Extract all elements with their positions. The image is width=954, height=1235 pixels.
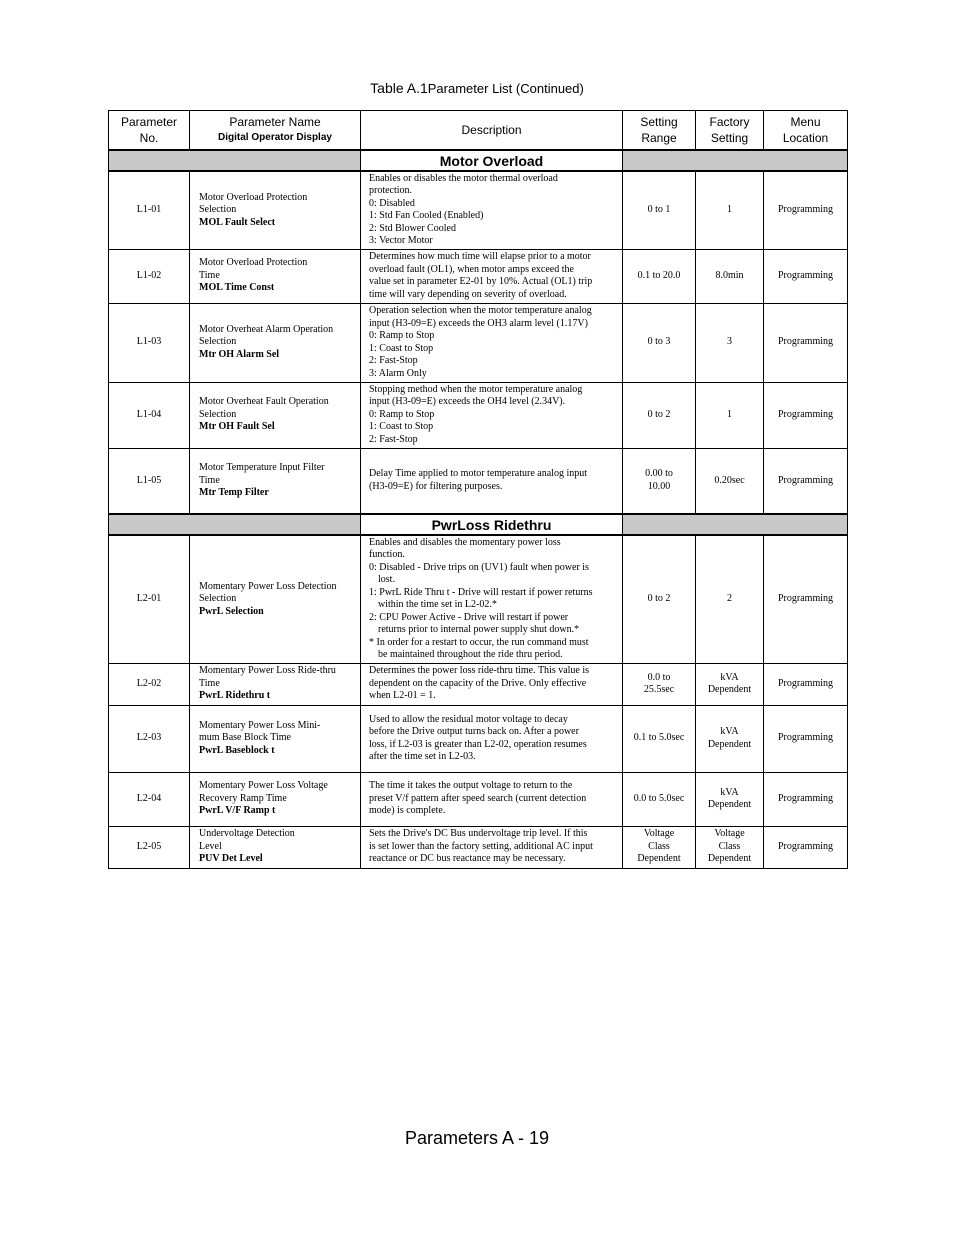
param-name-line: Selection [199,408,237,420]
param-name [190,303,361,382]
factory-setting [696,535,764,663]
setting-range-line: Voltage [643,828,675,840]
param-no: L1-01 [109,171,190,249]
param-no: L1-02 [109,249,190,303]
description-line: Delay Time applied to motor temperature analog input [369,468,588,480]
description-line: Determines the power loss ride-thru time. This value is [369,665,590,677]
operator-display: MOL Time Const [199,282,275,294]
setting-range-line: 0.1 to 20.0 [637,269,681,281]
param-name-line: Time [199,269,220,281]
section-header-row [109,150,848,171]
description-line: input (H3-09=E) exceeds the OH3 alarm level (1.17V) [369,317,588,329]
header-factory-setting [696,111,764,151]
factory-setting-line: 2 [727,593,732,604]
param-name [190,663,361,705]
description-line: overload fault (OL1), when motor amps exceed the [369,263,574,275]
description-line: 0: Disabled - Drive trips on (UV1) fault when power is [369,561,589,573]
description-line: 2: CPU Power Active - Drive will restart if power [369,611,569,623]
section-title: PwrLoss Ridethru [361,514,623,535]
parameter-table [108,110,848,869]
factory-setting-line: Class [718,840,741,852]
setting-range-line: 10.00 [647,480,671,492]
header-menu-location [764,111,848,151]
param-name-line: Motor Overload Protection [199,257,308,269]
description-line: within the time set in L2-02.* [378,599,497,611]
description-line: Operation selection when the motor temperature analog [369,305,592,316]
section-spacer [109,150,361,171]
description-line: 2: Fast-Stop [369,433,418,445]
description-line: is set lower than the factory setting, additional AC input [369,840,593,852]
setting-range [623,772,696,826]
factory-setting-line: 8.0min [715,269,744,281]
description-line: time will vary depending on severity of overload. [369,288,567,300]
setting-range-line: 0 to 2 [647,593,671,604]
param-description [361,663,623,705]
header-text: No. [139,131,159,145]
menu-location: Programming [764,448,848,514]
header-description: Description [361,111,623,151]
param-no: L2-05 [109,826,190,868]
factory-setting [696,705,764,772]
header-param-no [109,111,190,151]
param-name [190,249,361,303]
description-line: before the Drive output turns back on. After a power [369,726,579,737]
factory-setting-line: 1 [727,204,732,215]
description-line: after the time set in L2-03. [369,751,476,762]
factory-setting-line: Dependent [707,684,752,695]
menu-location: Programming [764,772,848,826]
operator-display: Mtr Temp Filter [199,487,269,498]
param-name-line: Selection [199,336,237,348]
description-line: 1: Std Fan Cooled (Enabled) [369,210,484,222]
param-name-line: Recovery Ramp Time [199,792,287,804]
param-name [190,382,361,448]
description-line: reactance or DC bus reactance may be necessary. [369,853,566,865]
param-name-line: Level [199,840,222,852]
caption-rest: Parameter List (Continued) [427,81,584,96]
factory-setting [696,249,764,303]
param-name-line: Motor Overheat Fault Operation [199,396,329,408]
factory-setting [696,826,764,868]
table-row [109,303,848,382]
param-description [361,249,623,303]
factory-setting-line: 0.20sec [714,474,745,486]
operator-display: Mtr OH Alarm Sel [199,348,280,360]
setting-range-line: 0.1 to 5.0sec [633,732,685,744]
factory-setting-line: Dependent [707,853,752,865]
param-name-line: Time [199,677,220,689]
param-name [190,448,361,514]
section-spacer [109,514,361,535]
param-name [190,826,361,868]
factory-setting-line: Dependent [707,738,752,750]
description-line: (H3-09=E) for filtering purposes. [369,480,503,492]
param-description [361,826,623,868]
description-line: protection. [369,185,413,197]
description-line: value set in parameter E2-01 by 10%. Actual (OL1) trip [369,276,593,287]
description-line: mode) is complete. [369,805,446,817]
param-name-line: mum Base Block Time [199,732,291,744]
description-line: The time it takes the output voltage to return to the [369,780,573,792]
param-no: L1-05 [109,448,190,514]
setting-range [623,705,696,772]
factory-setting [696,772,764,826]
operator-display: MOL Fault Select [199,216,276,228]
param-description [361,382,623,448]
setting-range-line: Dependent [637,853,681,865]
setting-range-line: 0 to 2 [647,408,671,420]
table-row [109,663,848,705]
description-line: Enables or disables the motor thermal overload [369,172,558,184]
table-row [109,772,848,826]
factory-setting [696,448,764,514]
description-line: Used to allow the residual motor voltage to decay [369,713,568,725]
operator-display: PUV Det Level [199,853,263,865]
param-description [361,171,623,249]
header-text: Location [782,131,829,145]
param-name [190,535,361,663]
header-text: Menu [790,115,821,129]
description-line: when L2-01 = 1. [369,690,436,702]
description-line: preset V/f pattern after speed search (current detection [369,792,587,804]
description-line: lost. [378,574,395,586]
header-text: Factory [709,115,750,129]
description-line: 0: Ramp to Stop [369,408,435,420]
setting-range-line: 0 to 3 [647,336,671,348]
header-text: Setting [640,115,678,129]
description-line: 2: Fast-Stop [369,355,418,366]
param-name-line: Motor Overload Protection [199,191,308,203]
table-caption [0,80,954,96]
description-line: * In order for a restart to occur, the run command must [369,636,589,648]
param-name-line: Selection [199,204,237,215]
table-row [109,826,848,868]
param-description [361,535,623,663]
description-line: 3: Vector Motor [369,235,433,247]
header-text: Parameter Name [229,115,321,129]
menu-location: Programming [764,382,848,448]
param-name-line: Motor Temperature Input Filter [199,462,325,473]
header-row [109,111,848,151]
table-row [109,705,848,772]
header-setting-range [623,111,696,151]
param-description [361,772,623,826]
menu-location: Programming [764,535,848,663]
setting-range [623,663,696,705]
param-description [361,705,623,772]
setting-range-line: Class [648,840,670,852]
factory-setting [696,663,764,705]
param-no: L2-01 [109,535,190,663]
factory-setting-line: Voltage [714,828,745,840]
menu-location: Programming [764,663,848,705]
param-name-line: Undervoltage Detection [199,828,295,840]
description-line: dependent on the capacity of the Drive. Only effective [369,677,587,689]
section-header-row [109,514,848,535]
operator-display: PwrL Ridethru t [199,690,271,702]
description-line: Stopping method when the motor temperature analog [369,383,583,395]
description-line: function. [369,549,405,561]
description-line: 1: Coast to Stop [369,421,434,433]
operator-display: PwrL Selection [199,605,264,617]
menu-location: Programming [764,826,848,868]
description-line: 1: PwrL Ride Thru t - Drive will restart if power returns [369,586,593,598]
section-spacer [623,514,848,535]
param-name [190,171,361,249]
factory-setting-line: kVA [720,726,739,737]
section-title: Motor Overload [361,150,623,171]
description-line: Determines how much time will elapse prior to a motor [369,251,591,262]
description-line: be maintained throughout the ride thru period. [378,649,563,661]
table-row [109,448,848,514]
param-no: L1-03 [109,303,190,382]
menu-location: Programming [764,303,848,382]
param-no: L2-03 [109,705,190,772]
operator-display: Mtr OH Fault Sel [199,421,275,433]
table-row [109,535,848,663]
description-line: 0: Ramp to Stop [369,330,435,341]
setting-range [623,382,696,448]
menu-location: Programming [764,171,848,249]
description-line: Enables and disables the momentary power loss [369,536,561,548]
setting-range [623,535,696,663]
param-name-line: Selection [199,593,237,604]
description-line: 0: Disabled [369,197,415,209]
factory-setting-line: 3 [727,336,732,348]
param-no: L1-04 [109,382,190,448]
section-spacer [623,150,848,171]
param-name [190,772,361,826]
description-line: 2: Std Blower Cooled [369,222,456,234]
factory-setting-line: kVA [720,671,739,683]
description-line: 3: Alarm Only [369,367,427,379]
menu-location: Programming [764,705,848,772]
description-line: 1: Coast to Stop [369,342,434,354]
description-line: loss, if L2-03 is greater than L2-02, operation resumes [369,738,587,750]
operator-display: PwrL V/F Ramp t [199,805,276,817]
param-name-line: Momentary Power Loss Detection [199,580,337,592]
operator-display: PwrL Baseblock t [199,744,275,756]
header-text: Range [641,131,677,145]
param-description [361,303,623,382]
factory-setting [696,171,764,249]
param-description [361,448,623,514]
setting-range-line: 0.00 to [645,468,673,480]
setting-range [623,826,696,868]
setting-range [623,171,696,249]
param-name-line: Momentary Power Loss Ride-thru [199,665,336,677]
setting-range-line: 0.0 to [647,671,671,683]
setting-range [623,303,696,382]
setting-range-line: 0.0 to 5.0sec [633,792,685,804]
header-param-name [190,111,361,151]
factory-setting [696,382,764,448]
table-row [109,171,848,249]
param-name-line: Motor Overheat Alarm Operation [199,323,334,335]
factory-setting-line: Dependent [707,799,752,810]
param-name-line: Time [199,474,220,486]
factory-setting-line: 1 [727,408,732,420]
page-footer: Parameters A - 19 [404,1128,550,1148]
param-no: L2-04 [109,772,190,826]
description-line: returns prior to internal power supply shut down.* [378,624,580,636]
param-name-line: Momentary Power Loss Mini- [199,719,321,731]
factory-setting-line: kVA [720,786,739,798]
factory-setting [696,303,764,382]
param-no: L2-02 [109,663,190,705]
header-text: Parameter [120,115,178,129]
description-line: Sets the Drive's DC Bus undervoltage trip level. If this [369,828,588,840]
setting-range-line: 0 to 1 [647,204,671,215]
table-row [109,382,848,448]
setting-range-line: 25.5sec [643,684,675,695]
header-text: Setting [710,131,749,145]
param-name [190,705,361,772]
setting-range [623,249,696,303]
param-name-line: Momentary Power Loss Voltage [199,780,328,792]
menu-location: Programming [764,249,848,303]
caption-prefix: Table A.1 [370,80,428,96]
setting-range [623,448,696,514]
description-line: input (H3-09=E) exceeds the OH4 level (2.34V). [369,396,566,408]
header-subtext: Digital Operator Display [218,132,332,143]
table-row [109,249,848,303]
